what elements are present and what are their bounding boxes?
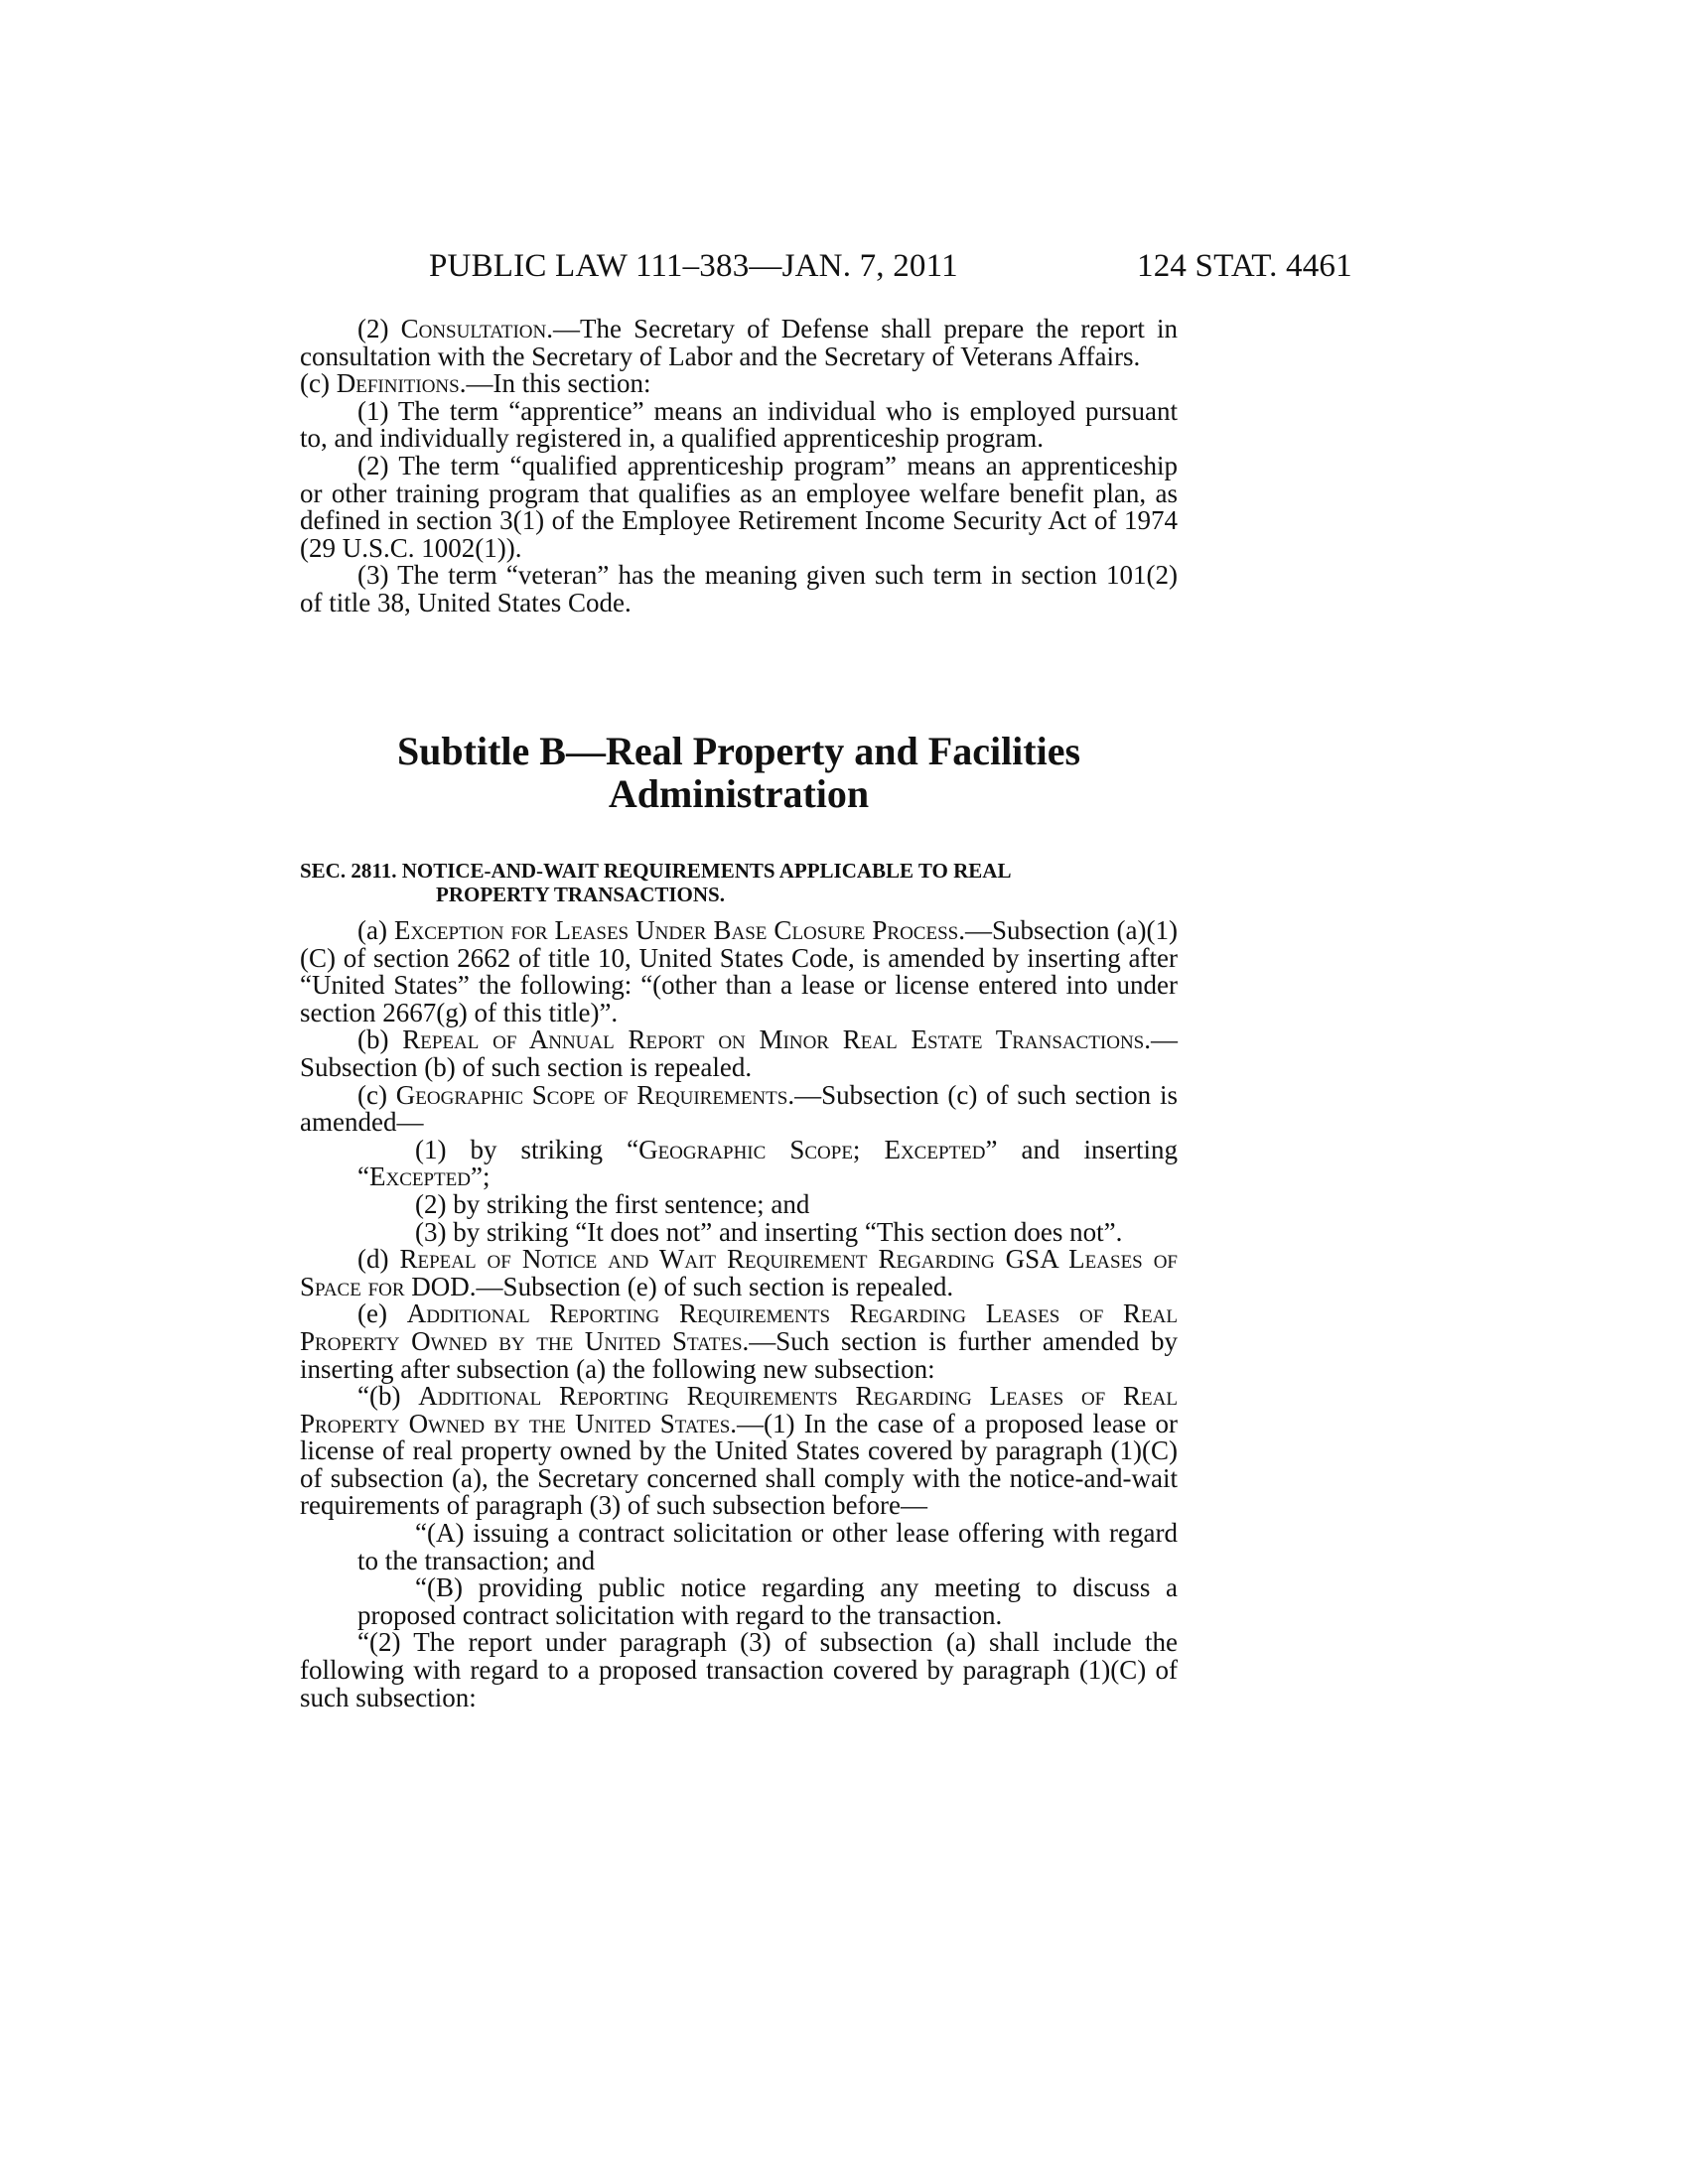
- section-heading: [300, 859, 1178, 906]
- subsection-c-item-1: (1) by striking “Geographic Scope; Excepted” and inserting “Excepted”;: [357, 1134, 1178, 1192]
- running-header-stat: 124 STAT. 4461: [1137, 248, 1352, 284]
- paragraph-definitions: (c) Definitions.—In this section:: [300, 368, 651, 399]
- subsection-a: (a) Exception for Leases Under Base Closure Process.—Subsection (a)(1)(C) of section 2662 of title 10, United States Code, is amended by inserting after “United States” the following: “(other than a lease or license entered into under section 2667(g) of this title)”.: [300, 915, 1178, 1027]
- top-text-block: [300, 316, 1178, 617]
- section-heading-line-1: SEC. 2811. NOTICE-AND-WAIT REQUIREMENTS APPLICABLE TO REAL: [300, 859, 1012, 883]
- section-body: [300, 917, 1178, 1711]
- quoted-subsection-b: “(b) Additional Reporting Requirements Regarding Leases of Real Property Owned by the United States.—(1) In the case of a proposed lease or license of real property owned by the United States covered by paragraph (1)(C) of subsection (a), the Secretary concerned shall comply with the notice-and-wait requirements of paragraph (3) of such subsection before—: [300, 1381, 1178, 1521]
- subtitle-heading: [300, 730, 1178, 815]
- definition-veteran: (3) The term “veteran” has the meaning given such term in section 101(2) of title 38, United States Code.: [300, 560, 1178, 617]
- paragraph-consultation: (2) Consultation.—The Secretary of Defense shall prepare the report in consultation with the Secretary of Labor and the Secretary of Veterans Affairs.: [300, 314, 1178, 371]
- subsection-c: (c) Geographic Scope of Requirements.—Subsection (c) of such section is amended—: [300, 1079, 1178, 1138]
- subsection-b: (b) Repeal of Annual Report on Minor Real Estate Transactions.—Subsection (b) of such section is repealed.: [300, 1024, 1178, 1082]
- subsection-c-item-3: (3) by striking “It does not” and inserting “This section does not”.: [415, 1216, 1123, 1247]
- subsection-e: (e) Additional Reporting Requirements Regarding Leases of Real Property Owned by the United States.—Such section is further amended by inserting after subsection (a) the following new subsection:: [300, 1298, 1178, 1384]
- subtitle-line-1: Subtitle B—Real Property and Facilities: [396, 729, 1081, 773]
- subsection-c-item-2: (2) by striking the first sentence; and: [415, 1188, 810, 1219]
- subtitle-line-2: Administration: [608, 771, 870, 816]
- definition-qualified-program: (2) The term “qualified apprenticeship program” means an apprenticeship or other training program that qualifies as an employee welfare benefit plan, as defined in section 3(1) of the Employee Retirement Income Security Act of 1974 (29 U.S.C. 1002(1)).: [300, 450, 1178, 563]
- section-heading-line-2: PROPERTY TRANSACTIONS.: [436, 883, 725, 906]
- subsection-d: (d) Repeal of Notice and Wait Requirement Regarding GSA Leases of Space for DOD.—Subsection (e) of such section is repealed.: [300, 1244, 1179, 1301]
- quoted-item-A: “(A) issuing a contract solicitation or other lease offering with regard to the transaction; and: [357, 1518, 1178, 1575]
- quoted-item-B: “(B) providing public notice regarding any meeting to discuss a proposed contract solicitation with regard to the transaction.: [357, 1572, 1178, 1630]
- definition-apprentice: (1) The term “apprentice” means an individual who is employed pursuant to, and individually registered in, a qualified apprenticeship program.: [300, 395, 1178, 454]
- running-header-law: PUBLIC LAW 111–383—JAN. 7, 2011: [429, 248, 958, 284]
- quoted-paragraph-2: “(2) The report under paragraph (3) of subsection (a) shall include the following with regard to a proposed transaction covered by paragraph (1)(C) of such subsection:: [300, 1627, 1178, 1712]
